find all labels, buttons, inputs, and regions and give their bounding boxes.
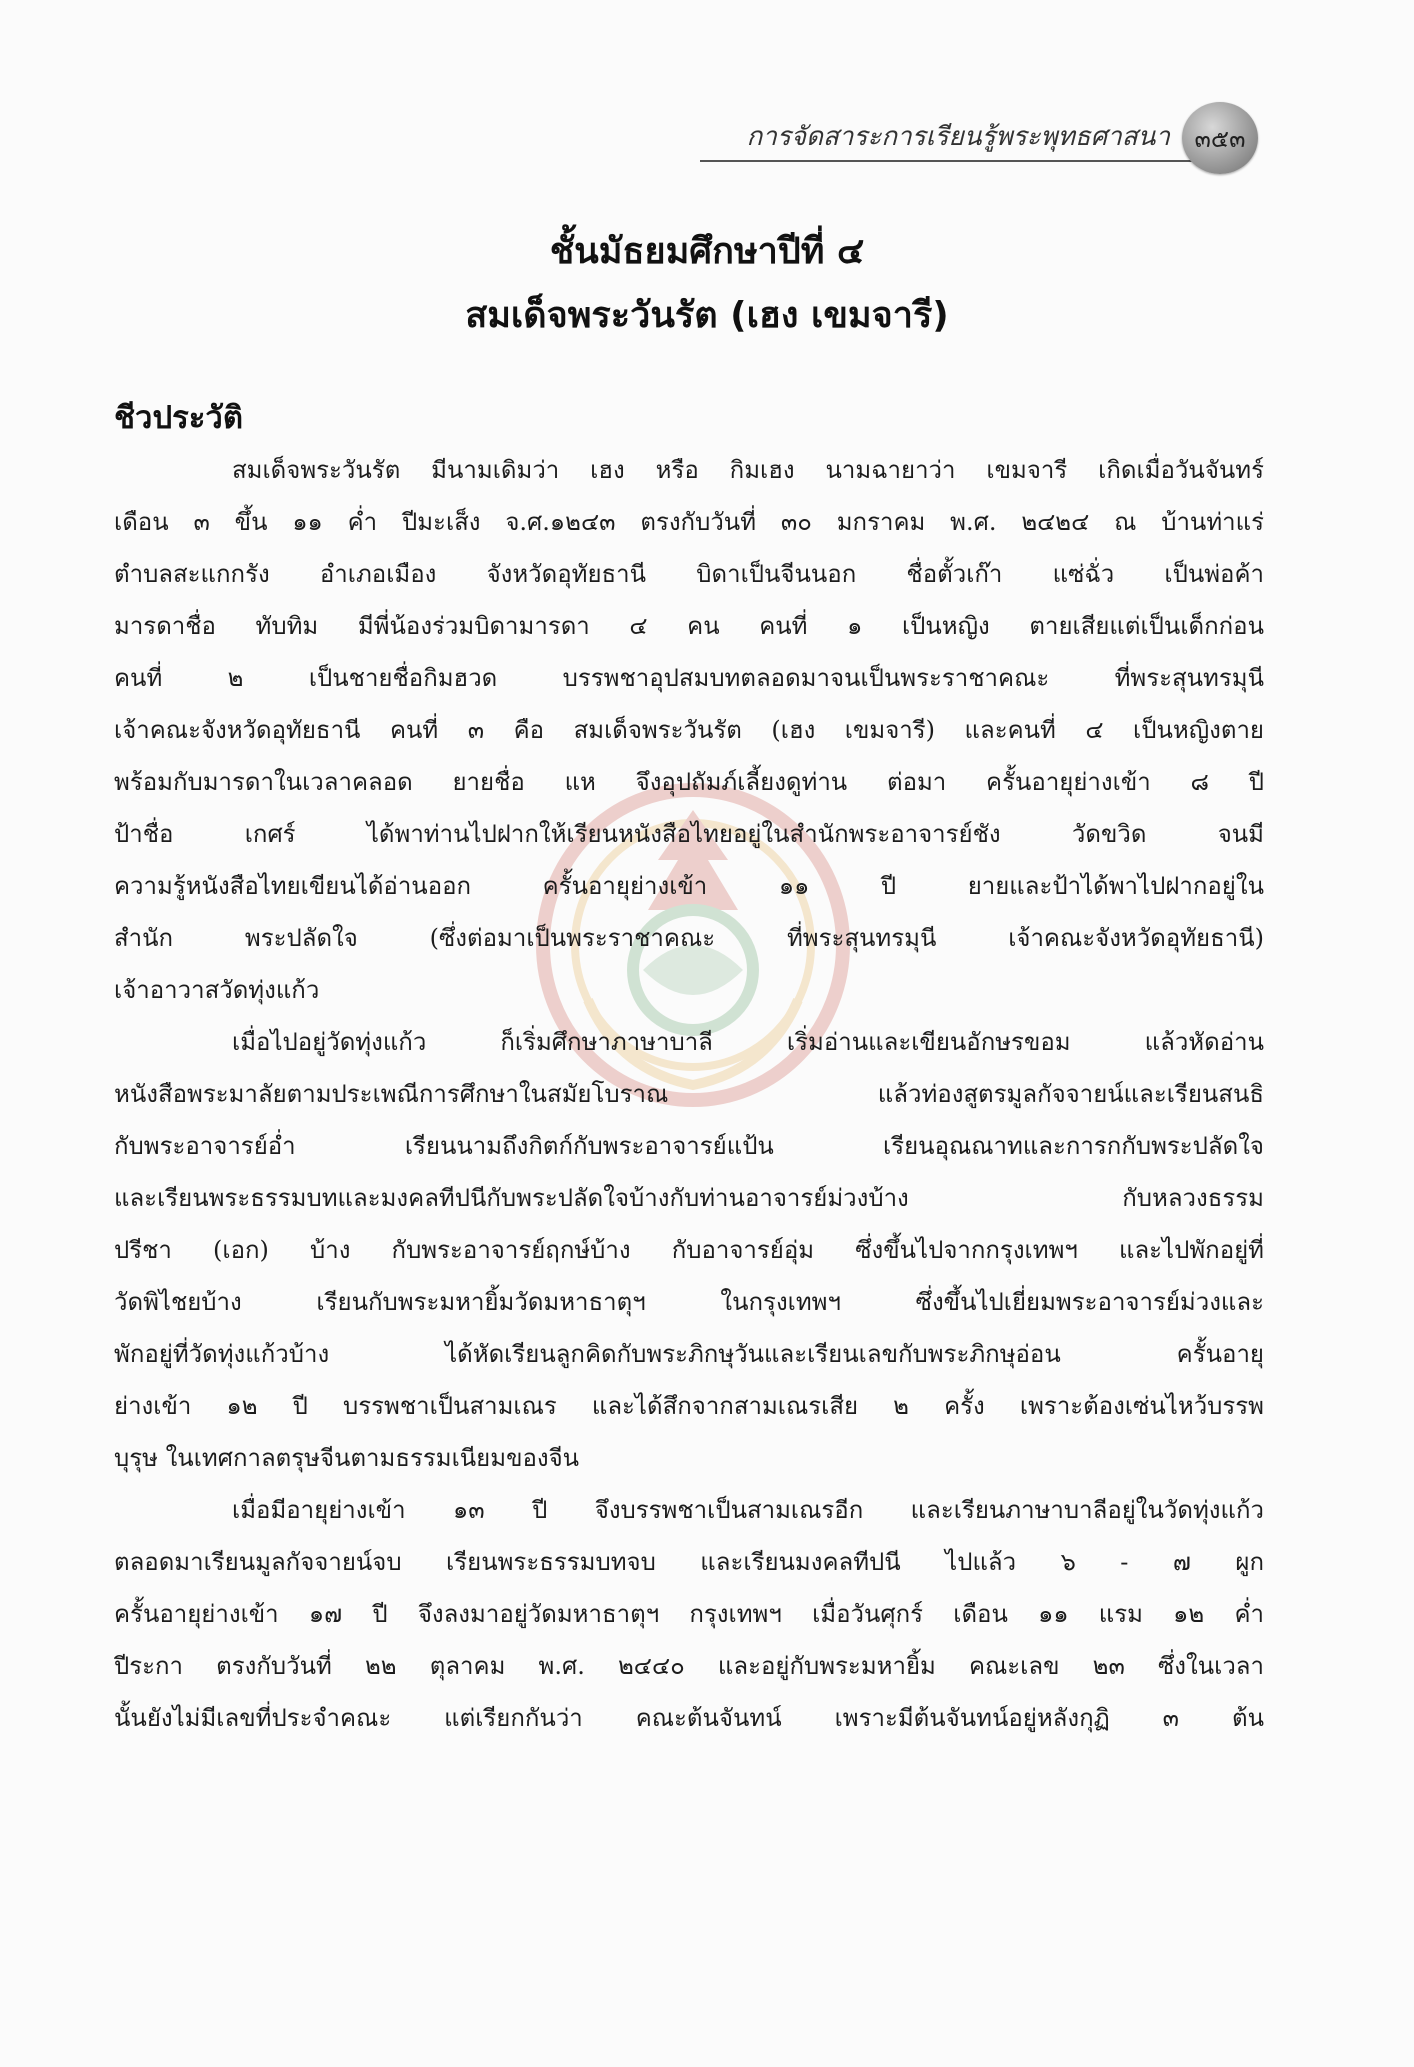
running-title: การจัดสาระการเรียนรู้พระพุทธศาสนา	[746, 122, 1170, 152]
page-header	[700, 100, 1280, 180]
body-text	[114, 444, 1264, 1744]
text-line: สมเด็จพระวันรัต มีนามเดิมว่า เฮง หรือ กิมเฮง นามฉายาว่า เขมจารี เกิดเมื่อวันจันทร์	[232, 456, 1264, 484]
text-line: ปรีชา (เอก) บ้าง กับพระอาจารย์ฤกษ์บ้าง กับอาจารย์อุ่ม ซึ่งขึ้นไปจากกรุงเทพฯ และไปพักอยู่ที่	[114, 1236, 1264, 1264]
text-line: สำนัก พระปลัดใจ (ซึ่งต่อมาเป็นพระราชาคณะ ที่พระสุนทรมุนี เจ้าคณะจังหวัดอุทัยธานี)	[114, 924, 1264, 952]
text-line: บุรุษ ในเทศกาลตรุษจีนตามธรรมเนียมของจีน	[114, 1444, 580, 1472]
page-title-name: สมเด็จพระวันรัต (เฮง เขมจารี)	[465, 295, 949, 336]
text-line: ย่างเข้า ๑๒ ปี บรรพชาเป็นสามเณร และได้สึกจากสามเณรเสีย ๒ ครั้ง เพราะต้องเซ่นไหว้บรรพ	[114, 1392, 1264, 1420]
text-line: มารดาชื่อ ทับทิม มีพี่น้องร่วมบิดามารดา ๔ คน คนที่ ๑ เป็นหญิง ตายเสียแต่เป็นเด็กก่อน	[114, 612, 1264, 640]
text-line: วัดพิไชยบ้าง เรียนกับพระมหายิ้มวัดมหาธาตุฯ ในกรุงเทพฯ ซึ่งขึ้นไปเยี่ยมพระอาจารย์ม่วงและ	[114, 1288, 1264, 1316]
text-line: ความรู้หนังสือไทยเขียนได้อ่านออก ครั้นอายุย่างเข้า ๑๑ ปี ยายและป้าได้พาไปฝากอยู่ใน	[114, 872, 1264, 900]
text-line: เจ้าคณะจังหวัดอุทัยธานี คนที่ ๓ คือ สมเด็จพระวันรัต (เฮง เขมจารี) และคนที่ ๔ เป็นหญิงตาย	[114, 716, 1264, 744]
text-line: พักอยู่ที่วัดทุ่งแก้วบ้าง ได้หัดเรียนลูกคิดกับพระภิกษุวันและเรียนเลขกับพระภิกษุอ่อน ครั้นอายุ	[114, 1340, 1264, 1368]
text-line: ปีระกา ตรงกับวันที่ ๒๒ ตุลาคม พ.ศ. ๒๔๔๐ และอยู่กับพระมหายิ้ม คณะเลข ๒๓ ซึ่งในเวลา	[114, 1652, 1264, 1680]
text-line: หนังสือพระมาลัยตามประเพณีการศึกษาในสมัยโบราณ แล้วท่องสูตรมูลกัจจายน์และเรียนสนธิ	[114, 1080, 1264, 1108]
text-line: เดือน ๓ ขึ้น ๑๑ ค่ำ ปีมะเส็ง จ.ศ.๑๒๔๓ ตรงกับวันที่ ๓๐ มกราคม พ.ศ. ๒๔๒๔ ณ บ้านท่าแร่	[114, 508, 1264, 536]
header-rule	[700, 160, 1200, 162]
text-line: และเรียนพระธรรมบทและมงคลทีปนีกับพระปลัดใจบ้างกับท่านอาจารย์ม่วงบ้าง กับหลวงธรรม	[114, 1184, 1264, 1212]
text-line: ตำบลสะแกกรัง อำเภอเมือง จังหวัดอุทัยธานี บิดาเป็นจีนนอก ชื่อตั้วเก๊า แซ่ฉั่ว เป็นพ่อค้า	[114, 560, 1264, 588]
page-title-grade: ชั้นมัธยมศึกษาปีที่ ๔	[549, 231, 865, 272]
text-line: คนที่ ๒ เป็นชายชื่อกิมฮวด บรรพชาอุปสมบทตลอดมาจนเป็นพระราชาคณะ ที่พระสุนทรมุนี	[114, 664, 1264, 692]
text-line: เจ้าอาวาสวัดทุ่งแก้ว	[114, 976, 320, 1004]
section-heading-biography: ชีวประวัติ	[114, 400, 243, 436]
text-line: ครั้นอายุย่างเข้า ๑๗ ปี จึงลงมาอยู่วัดมหาธาตุฯ กรุงเทพฯ เมื่อวันศุกร์ เดือน ๑๑ แรม ๑๒ ค่ำ	[114, 1600, 1264, 1628]
text-line: กับพระอาจารย์อ่ำ เรียนนามถึงกิตก์กับพระอาจารย์แป้น เรียนอุณณาทและการกกับพระปลัดใจ	[114, 1132, 1264, 1160]
text-line: ป้าชื่อ เกศร์ ได้พาท่านไปฝากให้เรียนหนังสือไทยอยู่ในสำนักพระอาจารย์ชัง วัดขวิด จนมี	[114, 820, 1264, 848]
text-line: เมื่อไปอยู่วัดทุ่งแก้ว ก็เริ่มศึกษาภาษาบาลี เริ่มอ่านและเขียนอักษรขอม แล้วหัดอ่าน	[232, 1028, 1264, 1056]
text-line: นั้นยังไม่มีเลขที่ประจำคณะ แต่เรียกกันว่า คณะต้นจันทน์ เพราะมีต้นจันทน์อยู่หลังกุฏิ ๓ ต้น	[114, 1704, 1264, 1732]
page-number-badge: ๓๕๓	[1182, 102, 1258, 174]
text-line: พร้อมกับมารดาในเวลาคลอด ยายชื่อ แห จึงอุปถัมภ์เลี้ยงดูท่าน ต่อมา ครั้นอายุย่างเข้า ๘ ปี	[114, 768, 1264, 796]
text-line: เมื่อมีอายุย่างเข้า ๑๓ ปี จึงบรรพชาเป็นสามเณรอีก และเรียนภาษาบาลีอยู่ในวัดทุ่งแก้ว	[232, 1496, 1264, 1524]
text-line: ตลอดมาเรียนมูลกัจจายน์จบ เรียนพระธรรมบทจบ และเรียนมงคลทีปนี ไปแล้ว ๖ - ๗ ผูก	[114, 1548, 1264, 1576]
